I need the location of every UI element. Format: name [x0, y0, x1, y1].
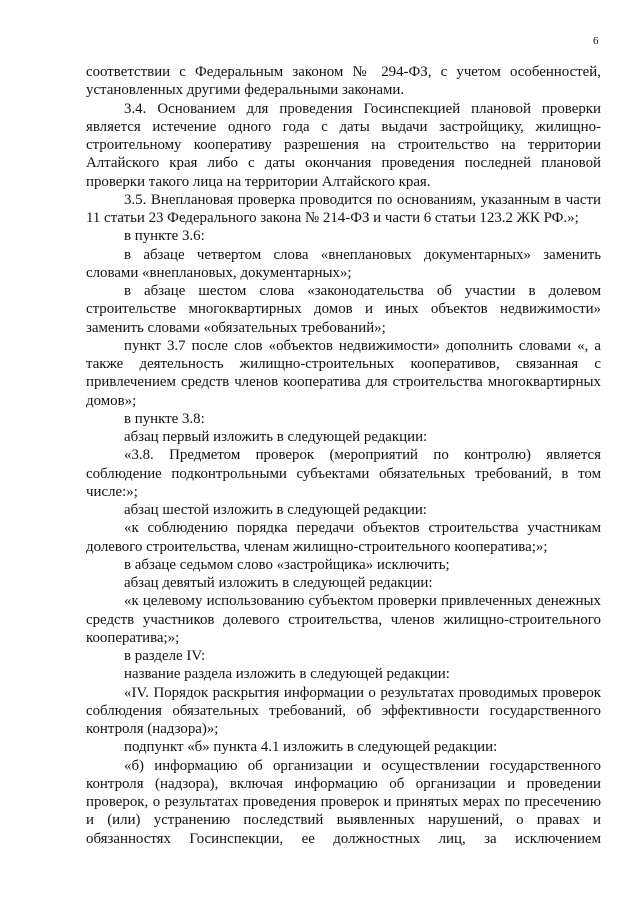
- paragraph-3-8-sixth-text: «к соблюдению порядка передачи объектов строительства участникам долевого строительства, членам жилищно-строительного кооператива;»;: [86, 520, 601, 555]
- paragraph-section-iv-title-intro: название раздела изложить в следующей редакции:: [124, 666, 450, 683]
- paragraph-continuation: соответствии с Федеральным законом № 294-ФЗ, с учетом особенностей, установленных другими федеральными законами.: [86, 64, 601, 99]
- paragraph-item-3-8: в пункте 3.8:: [124, 410, 205, 427]
- paragraph-3-8-ninth-text: «к целевому использованию субъектом проверки привлеченных денежных средств участников долевого строительства, членов жилищно-строительного кооператива;»;: [86, 593, 601, 646]
- paragraph-section-iv-title-text: «IV. Порядок раскрытия информации о результатах проводимых проверок соблюдения обязательных требований, об эффективности государственного контроля (надзора)»;: [86, 684, 601, 737]
- paragraph-section-iv: в разделе IV:: [124, 648, 206, 664]
- paragraph-3-8-ninth-intro: абзац девятый изложить в следующей редакции:: [124, 575, 433, 591]
- paragraph-4-1-b-intro: подпункт «б» пункта 4.1 изложить в следующей редакции:: [124, 739, 498, 756]
- document-body: [86, 63, 601, 848]
- paragraph-3-8-first-text: «3.8. Предметом проверок (мероприятий по контролю) является соблюдение подконтрольными субъектами обязательных требований, в том числе:»;: [86, 447, 601, 500]
- paragraph-3-8-sixth-intro: абзац шестой изложить в следующей редакции:: [124, 502, 427, 518]
- paragraph-3-6-sixth: в абзаце шестом слова «законодательства об участии в долевом строительстве многоквартирных домов и иных объектов недвижимости» заменить словами «обязательных требований»;: [86, 283, 601, 336]
- paragraph-3-7: пункт 3.7 после слов «объектов недвижимости» дополнить словами «, а также деятельность жилищно-строительных кооперативов, связанная с привлечением средств членов кооператива для строительства многоквартирных домов»;: [86, 337, 601, 409]
- paragraph-3-8-seventh: в абзаце седьмом слово «застройщика» исключить;: [124, 556, 450, 573]
- paragraph-4-1-b-text: «б) информацию об организации и осуществлении государственного контроля (надзора), включая информацию об организации и проведении проверок, о результатах проведения проверок и принятых мерах по пресечению и (или) устранению последствий выявленных нарушений, о правах и обязанностях Госинспекции, ее должностных лиц, за исключением: [86, 757, 601, 847]
- paragraph-3-5: 3.5. Внеплановая проверка проводится по основаниям, указанным в части 11 статьи 23 Федерального закона № 214-ФЗ и части 6 статьи 123.2 ЖК РФ.»;: [86, 191, 601, 226]
- paragraph-item-3-6: в пункте 3.6:: [124, 228, 205, 245]
- page-number: 6: [593, 35, 599, 47]
- paragraph-3-6-fourth: в абзаце четвертом слова «внеплановых документарных» заменить словами «внеплановых, документарных»;: [86, 246, 601, 281]
- paragraph-3-8-first-intro: абзац первый изложить в следующей редакции:: [124, 429, 428, 445]
- paragraph-3-4: 3.4. Основанием для проведения Госинспекцией плановой проверки является истечение одного года с даты выдачи застройщику, жилищно-строительному кооперативу разрешения на строительство на территории Алтайского края либо с даты окончания проведения последней плановой проверки такого лица на территории Алтайского края.: [86, 100, 601, 190]
